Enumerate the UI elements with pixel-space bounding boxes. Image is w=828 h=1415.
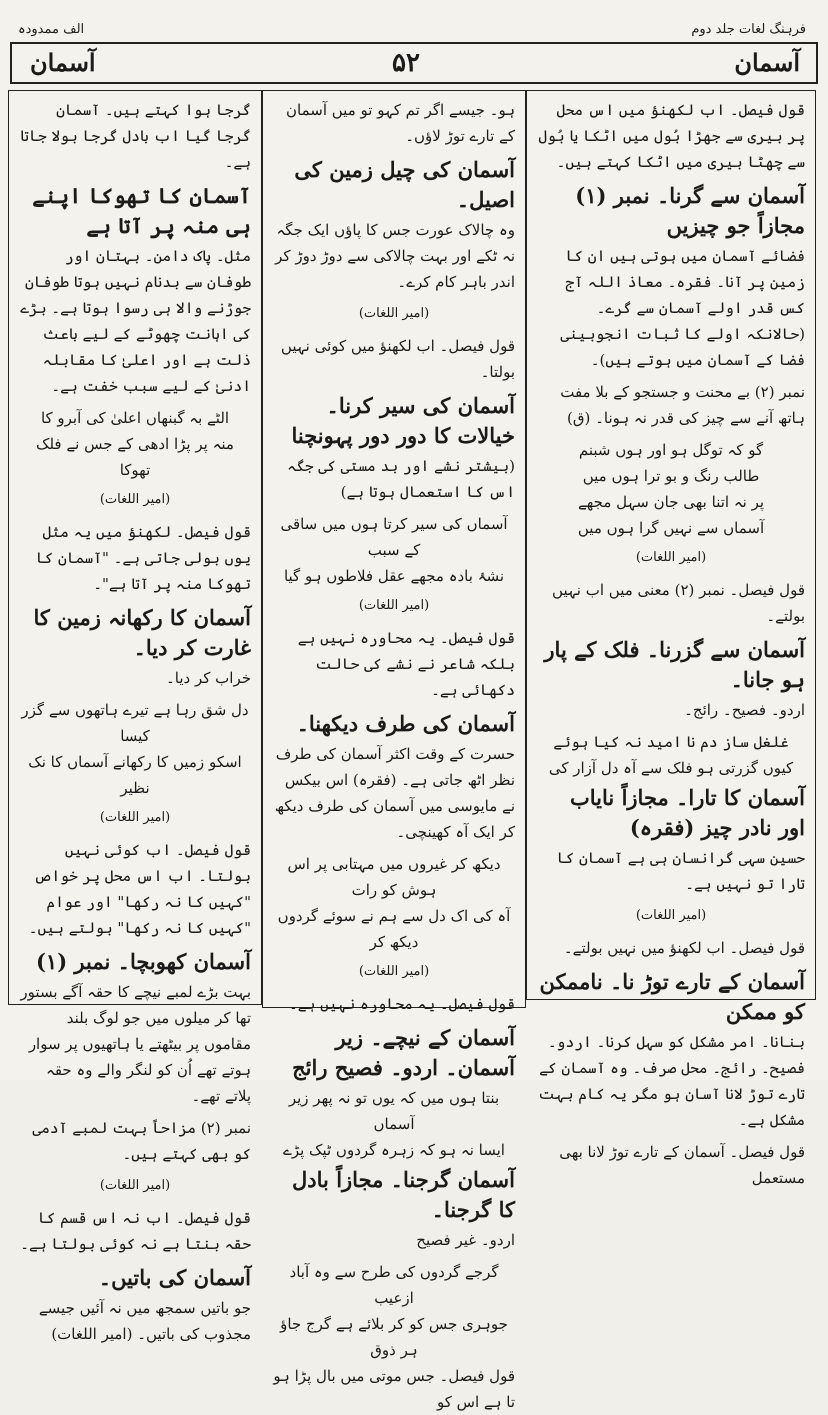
entry-verse: دیکھ کر غیروں میں مہتابی پر اس ہوش کو رات [287, 855, 501, 899]
entry-verse: اسکو زمیں کا رکھانے آسماں کا نک نظیر [28, 753, 242, 797]
entry-verse: طالب رنگ و بو ترا ہوں میں [582, 467, 760, 485]
entry-text: بنانا۔ امر مشکل کو سہل کرنا۔ اردو۔ فصیح۔ رائج۔ محل صرف۔ وہ آسمان کے تارے توڑ لانا آسان ہو مگر یہ کام بہت مشکل ہے۔ [538, 1033, 805, 1129]
entry-verse: غلغل ساز دم نا امید نہ کیا ہوئے [553, 733, 789, 751]
entry-verse: منہ پر پڑا ادھی کے جس نے فلک تھوکا [36, 435, 234, 479]
entry-verse: الٹے بہ گبنهاں اعلیٰ کی آبرو کا [40, 409, 230, 427]
entry-source: (امیر اللغات) [635, 550, 707, 565]
entry-verse: جوہری جس کو کر بلائے ہے گرج جاؤ ہر ذوق [280, 1315, 508, 1359]
entry-headword: آسمان کی چیل زمین کی اصیل۔ [294, 157, 515, 212]
entry-text: قول فیصل۔ نمبر (۲) معنی میں اب نہیں بولتے۔ [552, 581, 805, 625]
entry-verse: آسماں کی سیر کرتا ہوں میں ساقی کے سبب [280, 515, 508, 559]
entry-verse: کیوں گزرتی ہو فلک سے آہ دل آزار کی [548, 759, 794, 777]
entry-headword: آسمان کا رکھانہ زمین کا غارت کر دیا۔ [33, 605, 251, 660]
entry-headword: آسمان کا تھوکا اپنے ہی منہ پر آتا ہے [32, 183, 251, 238]
entry-text: اردو۔ فصیح۔ رائج۔ [684, 701, 805, 719]
entry-headword: آسمان کھوبچا۔ نمبر (۱) [35, 949, 251, 974]
column-middle [262, 90, 526, 1411]
entry-source: (امیر اللغات) [358, 306, 430, 321]
entry-text: قول فیصل۔ اب نہ اس قسم کا حقہ بنتا ہے نہ کوئی بولتا ہے۔ [20, 1209, 251, 1253]
running-header-left: الف ممدودہ [18, 22, 85, 37]
entry-headword: آسمان سے گرنا۔ نمبر (۱) مجازاً جو چیزیں [575, 183, 805, 238]
entry-source: (امیر اللغات) [99, 492, 171, 507]
entry-verse: گو کہ توگل ہو اور ہوں شبنم [578, 441, 764, 459]
entry-text: ہو۔ جیسے اگر تم کہو تو میں آسمان کے تارے توڑ لاؤں۔ [286, 101, 515, 145]
entry-headword: آسمان کے نیچے۔ زیر آسمان۔ اردو۔ فصیح رائج [292, 1025, 515, 1080]
entry-text: وہ چالاک عورت جس کا پاؤں ایک جگہ نہ ٹکے اور بہت چالاکی سے دوڑ دوڑ کر اندر باہر کام کرے۔ [275, 221, 515, 291]
entry-verse: دل شق رہا ہے تیرے ہاتھوں سے گزر کیسا [21, 701, 249, 745]
entry-verse: آسماں سے نہیں گرا ہوں میں [577, 519, 765, 537]
entry-text: حسرت کے وقت اکثر آسمان کی طرف نظر اٹھ جاتی ہے۔ (فقرہ) اس بیکس نے مایوسی میں آسمان کی طرف دیکھ کر ایک آہ کھینچی۔ [274, 745, 515, 841]
running-header [0, 14, 828, 44]
entry-headword: آسمان کی طرف دیکھنا۔ [296, 711, 515, 736]
entry-headword: آسمان کے تارے توڑ نا۔ ناممکن کو ممکن [539, 969, 805, 1024]
entry-headword: آسمان گرجنا۔ مجازاً بادل کا گرجنا۔ [292, 1167, 515, 1222]
entry-text: فضائے آسمان میں ہوتی ہیں ان کا زمین پر آنا۔ فقرہ۔ معاذ اللہ آج کس قدر اولے آسمان سے گرے۔ (حالانکہ اولے کا ثبات انجوبینی فضا کے آسمان میں ہوتے ہیں)۔ [560, 247, 805, 369]
entry-text: گرجا ہوا کہتے ہیں۔ آسمان گرجا گیا اب بادل گرجا بولا جاتا ہے۔ [20, 101, 251, 171]
entry-text: نمبر (۲) مزاحاً بہت لمبے آدمی کو بھی کہتے ہیں۔ [32, 1119, 251, 1163]
title-word-left: آسمان [30, 48, 96, 77]
entry-source: (امیر اللغات) [99, 810, 171, 825]
entry-text: (بیشتر نشے اور بد مستی کی جگہ اس کا استعمال ہوتا ہے) [287, 457, 515, 501]
entry-text: قول فیصل۔ یہ محاورہ نہیں ہے بلکہ شاعر نے نشے کی حالت دکھائی ہے۔ [297, 629, 515, 699]
entry-verse: پر نہ اتنا بھی جان سہل مجھے [577, 493, 765, 511]
entry-verse: بنتا ہوں میں کہ یوں تو نہ پھر زیر آسماں [288, 1089, 500, 1133]
entry-headword: آسمان کی سیر کرنا۔ خیالات کا دور دور پہونچنا [291, 393, 515, 448]
entry-headword: آسمان کی باتیں۔ [98, 1265, 251, 1290]
entry-text: قول فیصل۔ اب لکھنؤ میں نہیں بولتے۔ [563, 939, 805, 957]
entry-text: بہت بڑے لمبے نیچے کا حقہ آگے بستور تھا کر میلوں میں جو لوگ بلند مقاموں پر بیٹھتے یا ہاتھیوں پر سوار ہوتے تھے اُن کو لنگر والے وہ حقہ پلاتے تھے۔ [20, 983, 251, 1105]
entry-verse: نشۂ بادہ مجھے عقل فلاطوں ہو گیا [283, 567, 505, 585]
entry-source: (امیر اللغات) [99, 1178, 171, 1193]
entry-text: مثل۔ پاک دامن۔ بہتان اور طوفان سے بدنام نہیں ہوتا طوفان جوڑنے والا ہی رسوا ہوتا ہے۔ بڑے کی اہانت چھوٹے کے لیے باعث ذلت ہے اور اعلیٰ کا مقابلہ ادنیٰ کے لیے سبب خفت ہے۔ [20, 247, 251, 395]
entry-source: (امیر اللغات) [635, 908, 707, 923]
entry-text: قول فیصل۔ آسمان کے تارے توڑ لانا بھی مستعمل [559, 1143, 805, 1187]
entry-text: قول فیصل۔ اب لکھنؤ میں کوئی نہیں بولتا۔ [280, 337, 515, 381]
entry-text: قول فیصل۔ جس موتی میں بال پڑا ہو تا ہے اس کو [273, 1367, 515, 1411]
title-word-right: آسمان [734, 48, 800, 77]
entry-text: قول فیصل۔ لکھنؤ میں یہ مثل یوں بولی جاتی ہے۔ "آسمان کا تھوکا منہ پر آتا ہے"۔ [35, 523, 251, 593]
entry-text: جو باتیں سمجھ میں نہ آئیں جیسے مجذوب کی باتیں۔ (امیر اللغات) [38, 1299, 251, 1343]
running-header-right: فرہنگ لغات جلد دوم [691, 22, 806, 37]
entry-text: قول فیصل۔ یہ محاورہ نہیں ہے۔ [289, 995, 515, 1013]
entry-text: حسین سہی گرانسان ہی ہے آسمان کا تارا تو نہیں ہے۔ [556, 849, 805, 893]
entry-source: (امیر اللغات) [358, 598, 430, 613]
column-left [8, 90, 262, 1343]
entry-verse: ایسا نہ ہو کہ زہرہ گردوں ٹپک پڑے [283, 1141, 505, 1159]
entry-source: (امیر اللغات) [358, 964, 430, 979]
entry-text: خراب کر دیا۔ [165, 669, 251, 687]
entry-headword: آسمان کا تارا۔ مجازاً نایاب اور نادر چیز (فقرہ) [570, 785, 805, 840]
entry-verse: آہ کی اک دل سے ہم نے سوئے گردوں دیکھ کر [277, 907, 511, 951]
entry-text: اردو۔ غیر فصیح [416, 1231, 515, 1249]
entry-text: قول فیصل۔ اب کوئی نہیں بولتا۔ اب اس محل پر خواص "کہیں کا نہ رکھا" اور عوام "کہیں کا نہ رکھا" بولتے ہیں۔ [28, 841, 251, 937]
title-bar [10, 42, 818, 84]
entry-headword: آسمان سے گزرنا۔ فلک کے پار ہو جانا۔ [544, 637, 805, 692]
entry-text: قول فیصل۔ اب لکھنؤ میں اس محل پر بیری سے جھڑا بُول میں اٹکا یا بُول سے چھٹا بیری میں اٹکا کہتے ہیں۔ [538, 101, 805, 171]
entry-text: نمبر (۲) بے محنت و جستجو کے بلا مفت ہاتھ آنے سے چیز کی قدر نہ ہونا۔ (ق) [560, 383, 805, 427]
column-right [526, 90, 816, 1187]
page-number: ۵۲ [392, 48, 420, 78]
entry-verse: گرجے گردوں کی طرح سے وہ آباد ازعیب [289, 1263, 499, 1307]
